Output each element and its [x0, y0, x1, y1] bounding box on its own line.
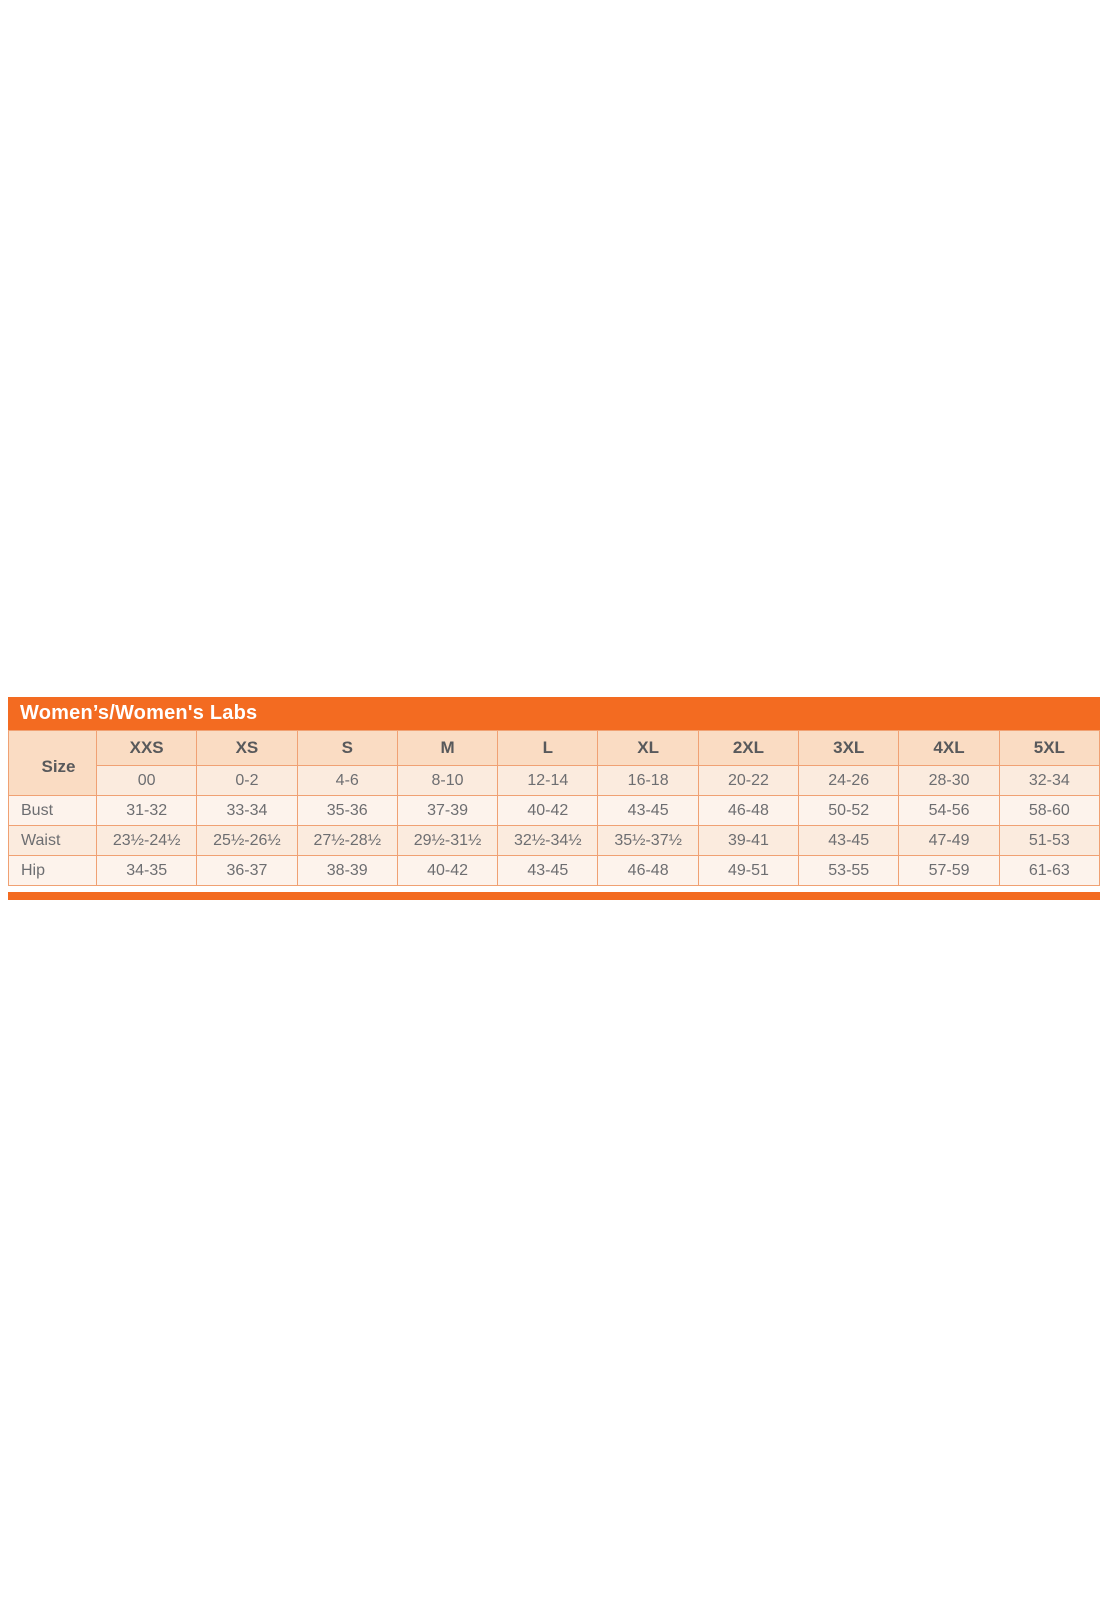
measure-value-cell: 34-35: [97, 856, 197, 886]
numeric-sizes-row: [9, 766, 1100, 796]
size-table-head: [9, 731, 1100, 796]
measure-value-cell: 35-36: [297, 796, 397, 826]
measure-value-cell: 49-51: [698, 856, 798, 886]
measure-value-cell: 43-45: [498, 856, 598, 886]
measure-value-cell: 40-42: [498, 796, 598, 826]
size-header-4xl: 4XL: [899, 731, 999, 766]
size-header-row: [9, 731, 1100, 766]
measure-value-cell: 35½-37½: [598, 826, 698, 856]
measure-value-cell: 31-32: [97, 796, 197, 826]
measure-value-cell: 38-39: [297, 856, 397, 886]
bottom-accent-bar: [8, 892, 1100, 900]
measure-value-cell: 54-56: [899, 796, 999, 826]
size-header-2xl: 2XL: [698, 731, 798, 766]
measure-value-cell: 50-52: [799, 796, 899, 826]
measure-value-cell: 58-60: [999, 796, 1099, 826]
measure-value-cell: 51-53: [999, 826, 1099, 856]
size-header-l: L: [498, 731, 598, 766]
measure-label-bust: Bust: [9, 796, 97, 826]
measure-value-cell: 57-59: [899, 856, 999, 886]
measure-row-bust: [9, 796, 1100, 826]
measure-row-hip: [9, 856, 1100, 886]
size-header-s: S: [297, 731, 397, 766]
size-header-xxs: XXS: [97, 731, 197, 766]
measure-value-cell: 43-45: [799, 826, 899, 856]
measure-label-hip: Hip: [9, 856, 97, 886]
measure-value-cell: 27½-28½: [297, 826, 397, 856]
numeric-size-cell: 16-18: [598, 766, 698, 796]
numeric-size-cell: 00: [97, 766, 197, 796]
numeric-size-cell: 20-22: [698, 766, 798, 796]
measure-value-cell: 43-45: [598, 796, 698, 826]
measure-value-cell: 32½-34½: [498, 826, 598, 856]
numeric-size-cell: 0-2: [197, 766, 297, 796]
numeric-size-cell: 8-10: [397, 766, 497, 796]
measure-value-cell: 40-42: [397, 856, 497, 886]
measure-value-cell: 46-48: [698, 796, 798, 826]
corner-size-label: Size: [9, 731, 97, 796]
measure-value-cell: 46-48: [598, 856, 698, 886]
numeric-size-cell: 28-30: [899, 766, 999, 796]
size-header-5xl: 5XL: [999, 731, 1099, 766]
chart-title-bar: [8, 697, 1100, 730]
measure-value-cell: 33-34: [197, 796, 297, 826]
numeric-size-cell: 24-26: [799, 766, 899, 796]
size-table-body: [9, 796, 1100, 886]
size-chart: [8, 697, 1100, 900]
numeric-size-cell: 12-14: [498, 766, 598, 796]
size-header-3xl: 3XL: [799, 731, 899, 766]
measure-value-cell: 29½-31½: [397, 826, 497, 856]
measure-label-waist: Waist: [9, 826, 97, 856]
measure-value-cell: 25½-26½: [197, 826, 297, 856]
size-header-m: M: [397, 731, 497, 766]
size-header-xs: XS: [197, 731, 297, 766]
size-table: [8, 730, 1100, 886]
measure-value-cell: 53-55: [799, 856, 899, 886]
numeric-size-cell: 4-6: [297, 766, 397, 796]
chart-title: Women’s/Women's Labs: [20, 702, 258, 724]
measure-value-cell: 61-63: [999, 856, 1099, 886]
measure-value-cell: 47-49: [899, 826, 999, 856]
measure-row-waist: [9, 826, 1100, 856]
size-header-xl: XL: [598, 731, 698, 766]
measure-value-cell: 36-37: [197, 856, 297, 886]
measure-value-cell: 37-39: [397, 796, 497, 826]
numeric-size-cell: 32-34: [999, 766, 1099, 796]
measure-value-cell: 39-41: [698, 826, 798, 856]
measure-value-cell: 23½-24½: [97, 826, 197, 856]
